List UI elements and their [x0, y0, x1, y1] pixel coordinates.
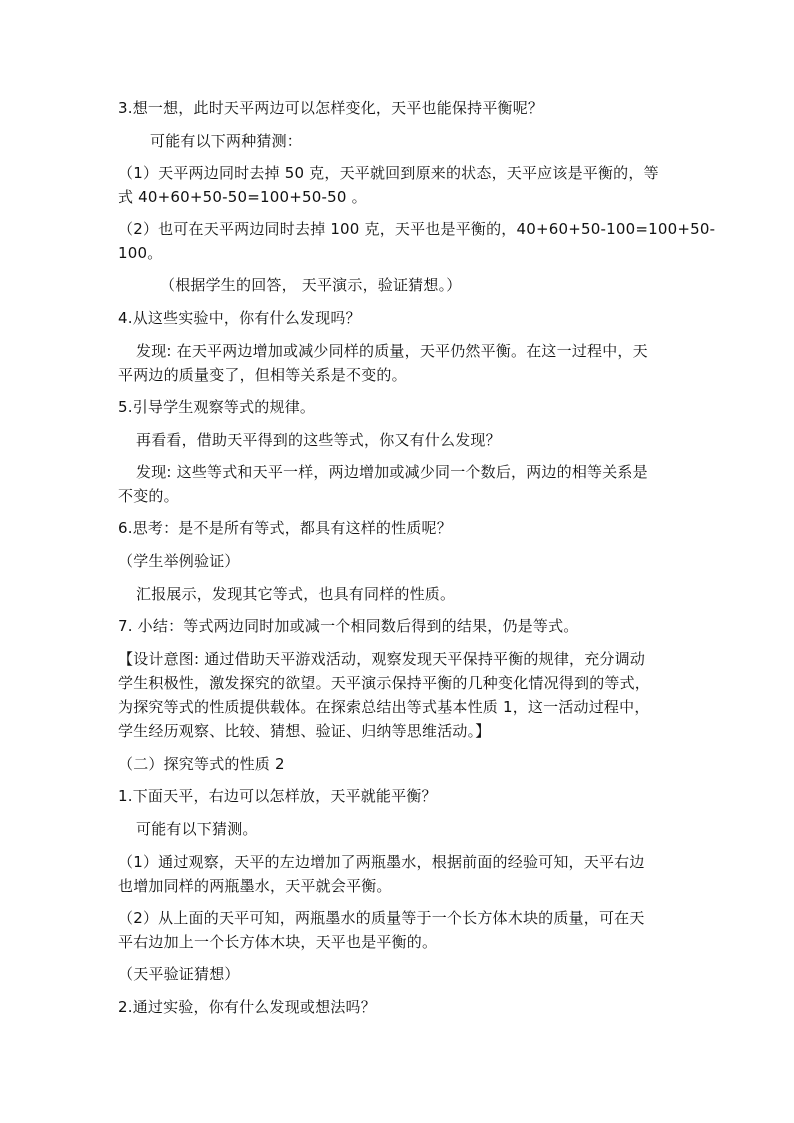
paragraph-guess-b-line-2: 平右边加上一个长方体木块，天平也是平衡的。	[118, 933, 438, 951]
design-intent-line-3: 为探究等式的性质提供载体。在探索总结出等式基本性质 1，这一活动过程中，	[118, 698, 650, 716]
heading-step-6: 6.思考：是不是所有等式，都具有这样的性质呢？	[118, 519, 452, 537]
heading-step-4: 4.从这些实验中，你有什么发现吗？	[118, 309, 361, 327]
paragraph-demo-note: （根据学生的回答， 天平演示，验证猜想。）	[160, 276, 462, 294]
paragraph-guess-2-line-2: 100。	[118, 244, 163, 262]
paragraph-report: 汇报展示，发现其它等式，也具有同样的性质。	[136, 585, 456, 603]
paragraph-finding-2-line-2: 不变的。	[118, 487, 179, 505]
paragraph-finding-1-line-1: 发现: 在天平两边增加或减少同样的质量，天平仍然平衡。在这一过程中，天	[136, 342, 648, 360]
heading-step-7: 7. 小结：等式两边同时加或减一个相同数后得到的结果，仍是等式。	[118, 617, 579, 635]
heading-step-1: 1.下面天平，右边可以怎样放，天平就能平衡？	[118, 787, 437, 805]
paragraph-guess-a-line-1: （1）通过观察，天平的左边增加了两瓶墨水，根据前面的经验可知，天平右边	[118, 853, 645, 871]
heading-step-2: 2.通过实验，你有什么发现或想法吗？	[118, 998, 376, 1016]
paragraph-student-examples: （学生举例验证）	[118, 552, 240, 570]
paragraph-verify: （天平验证猜想）	[118, 965, 240, 983]
paragraph-look-again: 再看看，借助天平得到的这些等式，你又有什么发现？	[136, 431, 501, 449]
paragraph-guess-2-line-1: （2）也可在天平两边同时去掉 100 克，天平也是平衡的，40+60+50-100=100+50-	[118, 220, 716, 238]
paragraph-guess-b-line-1: （2）从上面的天平可知，两瓶墨水的质量等于一个长方体木块的质量，可在天	[118, 909, 645, 927]
paragraph-possible-guesses: 可能有以下猜测。	[136, 820, 258, 838]
paragraph-guess-a-line-2: 也增加同样的两瓶墨水，天平就会平衡。	[118, 877, 392, 895]
design-intent-line-1: 【设计意图: 通过借助天平游戏活动，观察发现天平保持平衡的规律，充分调动	[118, 650, 646, 668]
paragraph-finding-2-line-1: 发现: 这些等式和天平一样，两边增加或减少同一个数后，两边的相等关系是	[136, 463, 648, 481]
paragraph-guess-intro: 可能有以下两种猜测：	[150, 132, 303, 150]
paragraph-finding-1-line-2: 平两边的质量变了，但相等关系是不变的。	[118, 366, 407, 384]
paragraph-guess-1-line-2: 式 40+60+50-50=100+50-50 。	[118, 188, 367, 206]
design-intent-line-2: 学生积极性，激发探究的欲望。天平演示保持平衡的几种变化情况得到的等式，	[118, 674, 651, 692]
heading-step-5: 5.引导学生观察等式的规律。	[118, 398, 316, 416]
paragraph-guess-1-line-1: （1）天平两边同时去掉 50 克，天平就回到原来的状态，天平应该是平衡的，等	[118, 164, 659, 182]
section-heading-property-2: （二）探究等式的性质 2	[118, 755, 285, 773]
design-intent-line-4: 学生经历观察、比较、猜想、验证、归纳等思维活动。】	[118, 722, 491, 740]
heading-step-3: 3.想一想，此时天平两边可以怎样变化，天平也能保持平衡呢？	[118, 99, 544, 117]
